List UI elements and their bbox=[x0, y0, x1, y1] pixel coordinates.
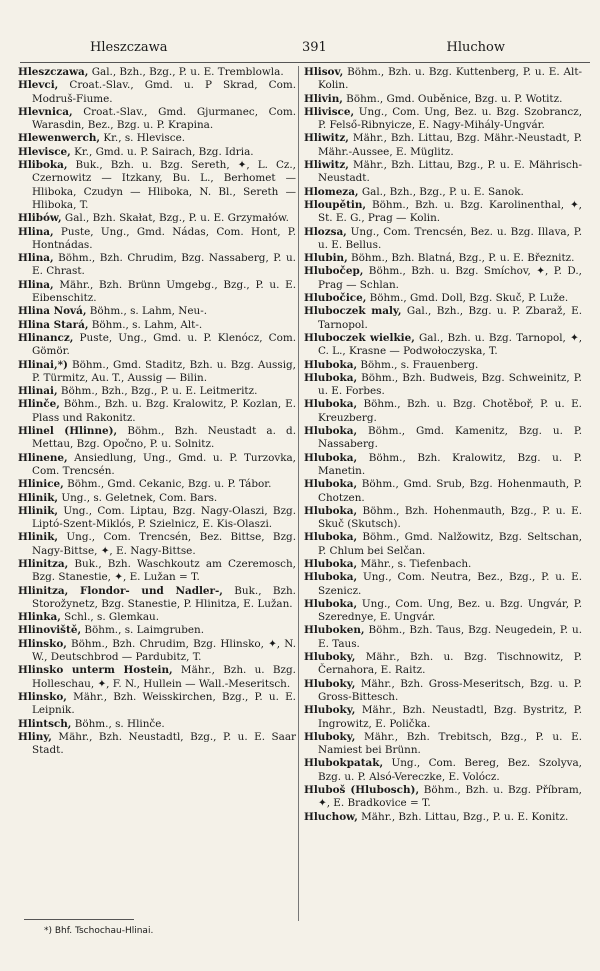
entry-place-name: Hlivin, bbox=[304, 92, 343, 105]
gazetteer-entry bbox=[304, 505, 582, 532]
entry-place-name: Hliboka, bbox=[18, 159, 68, 172]
gazetteer-entry bbox=[304, 292, 582, 305]
entry-place-name: Hlinice, bbox=[18, 478, 64, 491]
entry-place-name: Hlinel (Hlinne), bbox=[18, 425, 118, 438]
gazetteer-entry bbox=[18, 638, 296, 665]
gazetteer-entry bbox=[18, 319, 296, 332]
entry-details: Böhm., Gmd. Cekanic, Bzg. u. P. Tábor. bbox=[63, 478, 272, 491]
entry-details: Mähr., Bzh. Neustadtl, Bzg. Bystritz, P. Ingrowitz, E. Polička. bbox=[318, 704, 582, 730]
entry-details: Mähr., Bzh. Brünn Umgebg., Bzg., P. u. E. Eibenschitz. bbox=[32, 278, 296, 305]
entry-place-name: Hlina Stará, bbox=[18, 318, 89, 331]
gazetteer-entry bbox=[304, 332, 582, 359]
entry-details: Böhm., Bzh. Neustadt a. d. Mettau, Bzg. Opočno, P. u. Solnitz. bbox=[32, 425, 297, 451]
entry-place-name: Hlomeza, bbox=[304, 185, 359, 198]
gazetteer-entry bbox=[304, 159, 582, 186]
entry-details: Ung., s. Geletnek, Com. Bars. bbox=[58, 491, 218, 504]
gazetteer-entry bbox=[304, 784, 582, 811]
entry-place-name: Hlozsa, bbox=[304, 225, 347, 238]
entry-place-name: Hlevnica, bbox=[18, 105, 73, 118]
entry-details: Mähr., Bzh. Weisskirchen, Bzg., P. u. E. Leipnik. bbox=[32, 690, 296, 717]
entry-place-name: Hlevci, bbox=[18, 79, 59, 92]
entry-place-name: Hlinitza, Flondor- und Nadler-, bbox=[18, 584, 223, 597]
entry-details: Böhm., Bzh. u. Bzg. Chotěboř, P. u. E. Kreuzberg. bbox=[318, 398, 582, 424]
gazetteer-entry bbox=[18, 492, 296, 505]
entry-place-name: Hlivisce, bbox=[304, 105, 355, 118]
gazetteer-entry bbox=[18, 452, 296, 479]
entry-details: Böhm., Bzh. Chrudim, Bzg. Nassaberg, P. u. E. Chrast. bbox=[32, 252, 296, 278]
entry-place-name: Hlinik, bbox=[18, 504, 59, 517]
page-number: 391 bbox=[302, 40, 327, 55]
gazetteer-entry bbox=[18, 664, 296, 691]
gazetteer-entry bbox=[304, 704, 582, 731]
entry-place-name: Hloupětin, bbox=[304, 198, 367, 211]
gazetteer-entry bbox=[18, 478, 296, 491]
gazetteer-entry bbox=[304, 186, 582, 199]
entry-details: Ung., Com. Trencsén, Bez. u. Bzg. Illava, P. u. E. Bellus. bbox=[318, 225, 582, 251]
entry-details: Böhm., Bzh. Taus, Bzg. Neugedein, P. u. E. Taus. bbox=[318, 624, 582, 650]
entry-place-name: Hluboczek wielkie, bbox=[304, 331, 415, 344]
gazetteer-entry bbox=[304, 132, 582, 159]
entry-details: Croat.-Slav., Gmd. u. P Skrad, Com. Modruš-Fiume. bbox=[32, 79, 296, 105]
entry-details: Böhm., Bzh. u. Bzg. Kralowitz, P. Kozlan, E. Plass und Rakonitz. bbox=[32, 398, 296, 424]
entry-place-name: Hluboky, bbox=[304, 730, 356, 743]
gazetteer-entry bbox=[18, 305, 296, 318]
entry-details: Mähr., Bzh. Littau, Bzg. Mähr.-Neustadt, P. Mähr.-Aussee, E. Müglitz. bbox=[318, 132, 582, 158]
entry-place-name: Hlubočep, bbox=[304, 265, 364, 278]
entry-place-name: Hlinoviště, bbox=[18, 624, 82, 637]
gazetteer-entry bbox=[304, 678, 582, 705]
entry-details: Gal., Bzh., Bzg., P. u. E. Sanok. bbox=[358, 185, 524, 198]
entry-place-name: Hliny, bbox=[18, 730, 52, 743]
entry-place-name: Hlintsch, bbox=[18, 717, 72, 730]
entry-place-name: Hlinik, bbox=[18, 491, 59, 504]
entry-place-name: Hluboka, bbox=[304, 425, 358, 438]
entry-details: Gal., Bzh. u. Bzg. Tarnopol, ✦, C. L., Krasne — Podwołoczyska, T. bbox=[318, 331, 582, 358]
gazetteer-entry bbox=[18, 159, 296, 212]
entry-details: Böhm., Bzh. u. Bzg. Smíchov, ✦, P. D., Prag — Schlan. bbox=[318, 265, 582, 291]
gazetteer-entry bbox=[18, 132, 296, 145]
gazetteer-entry bbox=[304, 558, 582, 571]
entry-place-name: Hlinsko unterm Hostein, bbox=[18, 664, 173, 677]
entry-place-name: Hlinene, bbox=[18, 451, 68, 464]
entry-details: Böhm., s. Lahm, Neu-. bbox=[86, 305, 208, 318]
entry-details: Böhm., Gmd. Staditz, Bzh. u. Bzg. Aussig, P. Türmitz, Au. T., Aussig — Bilin. bbox=[32, 358, 296, 384]
entry-details: Buk., Bzh. Waschkoutz am Czeremosch, Bzg. Stanestie, ✦, E. Lužan = T. bbox=[32, 557, 296, 584]
entry-place-name: Hluboken, bbox=[304, 624, 365, 637]
entry-details: Böhm., Bzh., Bzg., P. u. E. Leitmeritz. bbox=[57, 385, 258, 398]
entry-place-name: Hlisov, bbox=[304, 66, 344, 78]
gazetteer-entry bbox=[304, 265, 582, 292]
gazetteer-entry bbox=[304, 372, 582, 399]
entry-details: Böhm., Bzh. u. Bzg. Kuttenberg, P. u. E. Alt-Kolin. bbox=[318, 66, 582, 92]
gazetteer-entry bbox=[304, 226, 582, 253]
gazetteer-entry bbox=[304, 811, 582, 824]
entry-details: Gal., Bzh., Bzg. u. P. Zbaraž, E. Tarnopol. bbox=[318, 305, 582, 331]
entry-details: Ung., Com. Ung, Bez. u. Bzg. Szobrancz, P. Felső-Ribnyicze, E. Nagy-Mihály-Ungvár. bbox=[318, 105, 582, 132]
entry-place-name: Hlinai,*) bbox=[18, 358, 68, 371]
entry-place-name: Hluchow, bbox=[304, 810, 358, 823]
gazetteer-entry bbox=[18, 611, 296, 624]
footnote: *) Bhf. Tschochau-Hlinai. bbox=[44, 926, 154, 936]
entry-details: Böhm., Bzh. Kralowitz, Bzg. u. P. Manetin. bbox=[318, 451, 582, 477]
gazetteer-entry bbox=[304, 757, 582, 784]
entry-place-name: Hliwitz, bbox=[304, 159, 349, 172]
entry-place-name: Hluboka, bbox=[304, 451, 358, 464]
entry-details: Böhm., s. Frauenberg. bbox=[357, 358, 479, 371]
entry-details: Puste, Ung., Gmd. u. P. Klenócz, Com. Gömör. bbox=[32, 331, 296, 358]
gazetteer-entry bbox=[304, 731, 582, 758]
gazetteer-entry bbox=[18, 398, 296, 425]
gazetteer-entry bbox=[304, 106, 582, 133]
entry-details: Böhm., Bzh. Budweis, Bzg. Schweinitz, P. u. E. Forbes. bbox=[318, 371, 582, 398]
entry-details: Schl., s. Glemkau. bbox=[60, 611, 160, 624]
entry-place-name: Hlubočice, bbox=[304, 292, 367, 305]
gazetteer-entry bbox=[304, 531, 582, 558]
entry-place-name: Hluboky, bbox=[304, 704, 356, 717]
entry-place-name: Hlinka, bbox=[18, 611, 61, 624]
gazetteer-entry bbox=[18, 252, 296, 279]
entry-details: Ansiedlung, Ung., Gmd. u. P. Turzovka, Com. Trencsén. bbox=[32, 451, 296, 477]
entry-place-name: Hluboka, bbox=[304, 358, 358, 371]
entry-details: Böhm., Bzh. u. Bzg. Příbram, ✦, E. Bradkovice = T. bbox=[318, 784, 582, 810]
gazetteer-entry bbox=[18, 359, 296, 386]
entry-place-name: Hlina Nová, bbox=[18, 305, 87, 318]
entry-details: Böhm., Gmd. Doll, Bzg. Skuč, P. Luže. bbox=[366, 292, 569, 305]
gazetteer-entry bbox=[18, 279, 296, 306]
gazetteer-entry bbox=[304, 305, 582, 332]
entry-place-name: Hluboka, bbox=[304, 531, 358, 544]
entry-place-name: Hlina, bbox=[18, 225, 54, 238]
entry-details: Buk., Bzh. u. Bzg. Sereth, ✦, L. Cz., Czernowitz — Itzkany, Bu. L., Berhomet — Hliboka, Czudyn — Hliboka, N. Bl., Sereth — Hliboka, T. bbox=[32, 159, 296, 211]
entry-details: Mähr., Bzh. Gross-Meseritsch, Bzg. u. P. Gross-Bittesch. bbox=[318, 677, 582, 703]
gazetteer-entry bbox=[304, 93, 582, 106]
entry-details: Böhm., Bzh. u. Bzg. Karolinenthal, ✦, St. E. G., Prag — Kolin. bbox=[318, 198, 582, 225]
entry-details: Gal., Bzh., Bzg., P. u. E. Tremblowla. bbox=[88, 66, 284, 78]
entry-details: Buk., Bzh. Storožynetz, Bzg. Stanestie, P. Hlinitza, E. Lužan. bbox=[32, 584, 296, 610]
entry-place-name: Hlinancz, bbox=[18, 331, 74, 344]
running-head-left: Hleszczawa bbox=[90, 40, 168, 55]
gazetteer-entry bbox=[18, 731, 296, 758]
entry-details: Böhm., Bzh. Blatná, Bzg., P. u. E. Březnitz. bbox=[347, 252, 575, 265]
gazetteer-entry bbox=[18, 531, 296, 558]
gazetteer-entry bbox=[304, 199, 582, 226]
entry-details: Ung., Com. Ung, Bez. u. Bzg. Ungvár, P. Szerednye, E. Ungvár. bbox=[318, 597, 582, 624]
entry-place-name: Hlinsko, bbox=[18, 637, 67, 650]
gazetteer-entry bbox=[18, 226, 296, 253]
entry-details: Mähr., s. Tiefenbach. bbox=[357, 557, 472, 570]
gazetteer-entry bbox=[304, 651, 582, 678]
entry-place-name: Hluboczek maly, bbox=[304, 305, 402, 318]
column-divider bbox=[298, 66, 299, 921]
entry-place-name: Hlubokpatak, bbox=[304, 757, 384, 770]
entry-place-name: Hleszczawa, bbox=[18, 66, 89, 78]
entry-details: Böhm., Bzh. Hohenmauth, Bzg., P. u. E. Skuč (Skutsch). bbox=[318, 504, 582, 531]
gazetteer-entry bbox=[18, 558, 296, 585]
entry-details: Ung., Com. Bereg, Bez. Szolyva, Bzg. u. P. Alsó-Vereczke, E. Volócz. bbox=[318, 757, 582, 783]
gazetteer-entry bbox=[18, 585, 296, 612]
entry-place-name: Hluboky, bbox=[304, 651, 356, 664]
gazetteer-entry bbox=[304, 452, 582, 479]
entry-place-name: Hlina, bbox=[18, 252, 54, 265]
gazetteer-entry bbox=[18, 106, 296, 133]
entry-details: Böhm., s. Lahm, Alt-. bbox=[88, 318, 203, 331]
entry-details: Mähr., Bzh. Littau, Bzg., P. u. E. Konitz. bbox=[357, 810, 569, 823]
gazetteer-entry bbox=[304, 478, 582, 505]
entry-details: Böhm., Bzh. Chrudim, Bzg. Hlinsko, ✦, N. W., Deutschbrod — Pardubitz, T. bbox=[32, 637, 296, 664]
gazetteer-entry bbox=[18, 425, 296, 452]
gazetteer-entry bbox=[18, 718, 296, 731]
entry-place-name: Hlubin, bbox=[304, 252, 348, 265]
entry-place-name: Hlibów, bbox=[18, 212, 62, 225]
left-column bbox=[18, 66, 296, 757]
gazetteer-entry bbox=[304, 624, 582, 651]
entry-place-name: Hluboka, bbox=[304, 478, 358, 491]
gazetteer-entry bbox=[18, 212, 296, 225]
entry-place-name: Hluboky, bbox=[304, 677, 356, 690]
entry-details: Ung., Com. Trencsén, Bez. Bittse, Bzg. Nagy-Bittse, ✦, E. Nagy-Bittse. bbox=[32, 531, 296, 557]
gazetteer-entry bbox=[304, 359, 582, 372]
gazetteer-entry bbox=[304, 571, 582, 598]
entry-place-name: Hluboka, bbox=[304, 571, 358, 584]
gazetteer-entry bbox=[18, 691, 296, 718]
page-header bbox=[20, 40, 590, 64]
entry-place-name: Hlinitza, bbox=[18, 557, 69, 570]
entry-place-name: Hlinsko, bbox=[18, 690, 67, 703]
gazetteer-entry bbox=[18, 79, 296, 106]
right-column bbox=[304, 66, 582, 824]
gazetteer-entry bbox=[304, 598, 582, 625]
gazetteer-entry bbox=[18, 66, 296, 79]
entry-place-name: Hlina, bbox=[18, 278, 54, 291]
entry-place-name: Hluboka, bbox=[304, 504, 358, 517]
entry-details: Böhm., Gmd. Nalžowitz, Bzg. Seltschan, P. Chlum bei Selčan. bbox=[318, 531, 582, 557]
footnote-rule bbox=[24, 919, 134, 920]
gazetteer-entry bbox=[18, 505, 296, 532]
entry-details: Böhm., s. Laimgruben. bbox=[81, 624, 205, 637]
entry-details: Böhm., s. Hlinče. bbox=[71, 717, 165, 730]
entry-details: Mähr., Bzh. u. Bzg. Tischnowitz, P. Černahora, E. Raitz. bbox=[318, 651, 582, 677]
entry-place-name: Hlinai, bbox=[18, 385, 58, 398]
gazetteer-entry bbox=[18, 385, 296, 398]
running-head-right: Hluchow bbox=[446, 40, 505, 55]
entry-details: Puste, Ung., Gmd. Nádas, Com. Hont, P. Hontnádas. bbox=[32, 225, 296, 251]
entry-details: Mähr., Bzh. Littau, Bzg., P. u. E. Mährisch-Neustadt. bbox=[318, 159, 582, 185]
entry-place-name: Hlinče, bbox=[18, 398, 60, 411]
entry-place-name: Hlevisce, bbox=[18, 145, 71, 158]
entry-details: Ung., Com. Liptau, Bzg. Nagy-Olaszi, Bzg. Liptó-Szent-Miklós, P. Szielnicz, E. Kis-Olaszi. bbox=[32, 504, 296, 531]
entry-details: Mähr., Bzh. Neustadtl, Bzg., P. u. E. Saar Stadt. bbox=[32, 730, 296, 757]
gazetteer-entry bbox=[304, 398, 582, 425]
entry-place-name: Hluboka, bbox=[304, 398, 358, 411]
entry-place-name: Hlinik, bbox=[18, 531, 59, 544]
entry-details: Kr., s. Hlevisce. bbox=[100, 132, 186, 145]
gazetteer-entry bbox=[18, 146, 296, 159]
entry-details: Kr., Gmd. u. P. Sairach, Bzg. Idria. bbox=[70, 145, 254, 158]
gazetteer-entry bbox=[18, 624, 296, 637]
entry-details: Mähr., Bzh. u. Bzg. Holleschau, ✦, F. N., Hullein — Wall.-Meseritsch. bbox=[32, 664, 296, 690]
entry-details: Böhm., Gmd. Ouběnice, Bzg. u. P. Wotitz. bbox=[342, 92, 563, 105]
entry-details: Mähr., Bzh. Trebitsch, Bzg., P. u. E. Namiest bei Brünn. bbox=[318, 730, 582, 757]
header-rule bbox=[20, 62, 590, 63]
entry-place-name: Hluboka, bbox=[304, 371, 358, 384]
entry-place-name: Hluboš (Hlubosch), bbox=[304, 784, 420, 797]
gazetteer-entry bbox=[304, 252, 582, 265]
entry-place-name: Hluboka, bbox=[304, 557, 358, 570]
entry-place-name: Hluboka, bbox=[304, 597, 358, 610]
entry-place-name: Hlewenwerch, bbox=[18, 132, 101, 145]
gazetteer-entry bbox=[18, 332, 296, 359]
entry-place-name: Hliwitz, bbox=[304, 132, 349, 145]
entry-details: Böhm., Gmd. Kamenitz, Bzg. u. P. Nassaberg. bbox=[318, 425, 582, 451]
gazetteer-entry bbox=[304, 425, 582, 452]
entry-details: Böhm., Gmd. Srub, Bzg. Hohenmauth, P. Chotzen. bbox=[318, 478, 582, 504]
entry-details: Croat.-Slav., Gmd. Gjurmanec, Com. Warasdin, Bez., Bzg. u. P. Krapina. bbox=[32, 105, 296, 132]
entry-details: Gal., Bzh. Skałat, Bzg., P. u. E. Grzymałów. bbox=[61, 212, 289, 225]
gazetteer-entry bbox=[304, 66, 582, 93]
entry-details: Ung., Com. Neutra, Bez., Bzg., P. u. E. Szenicz. bbox=[318, 571, 582, 597]
